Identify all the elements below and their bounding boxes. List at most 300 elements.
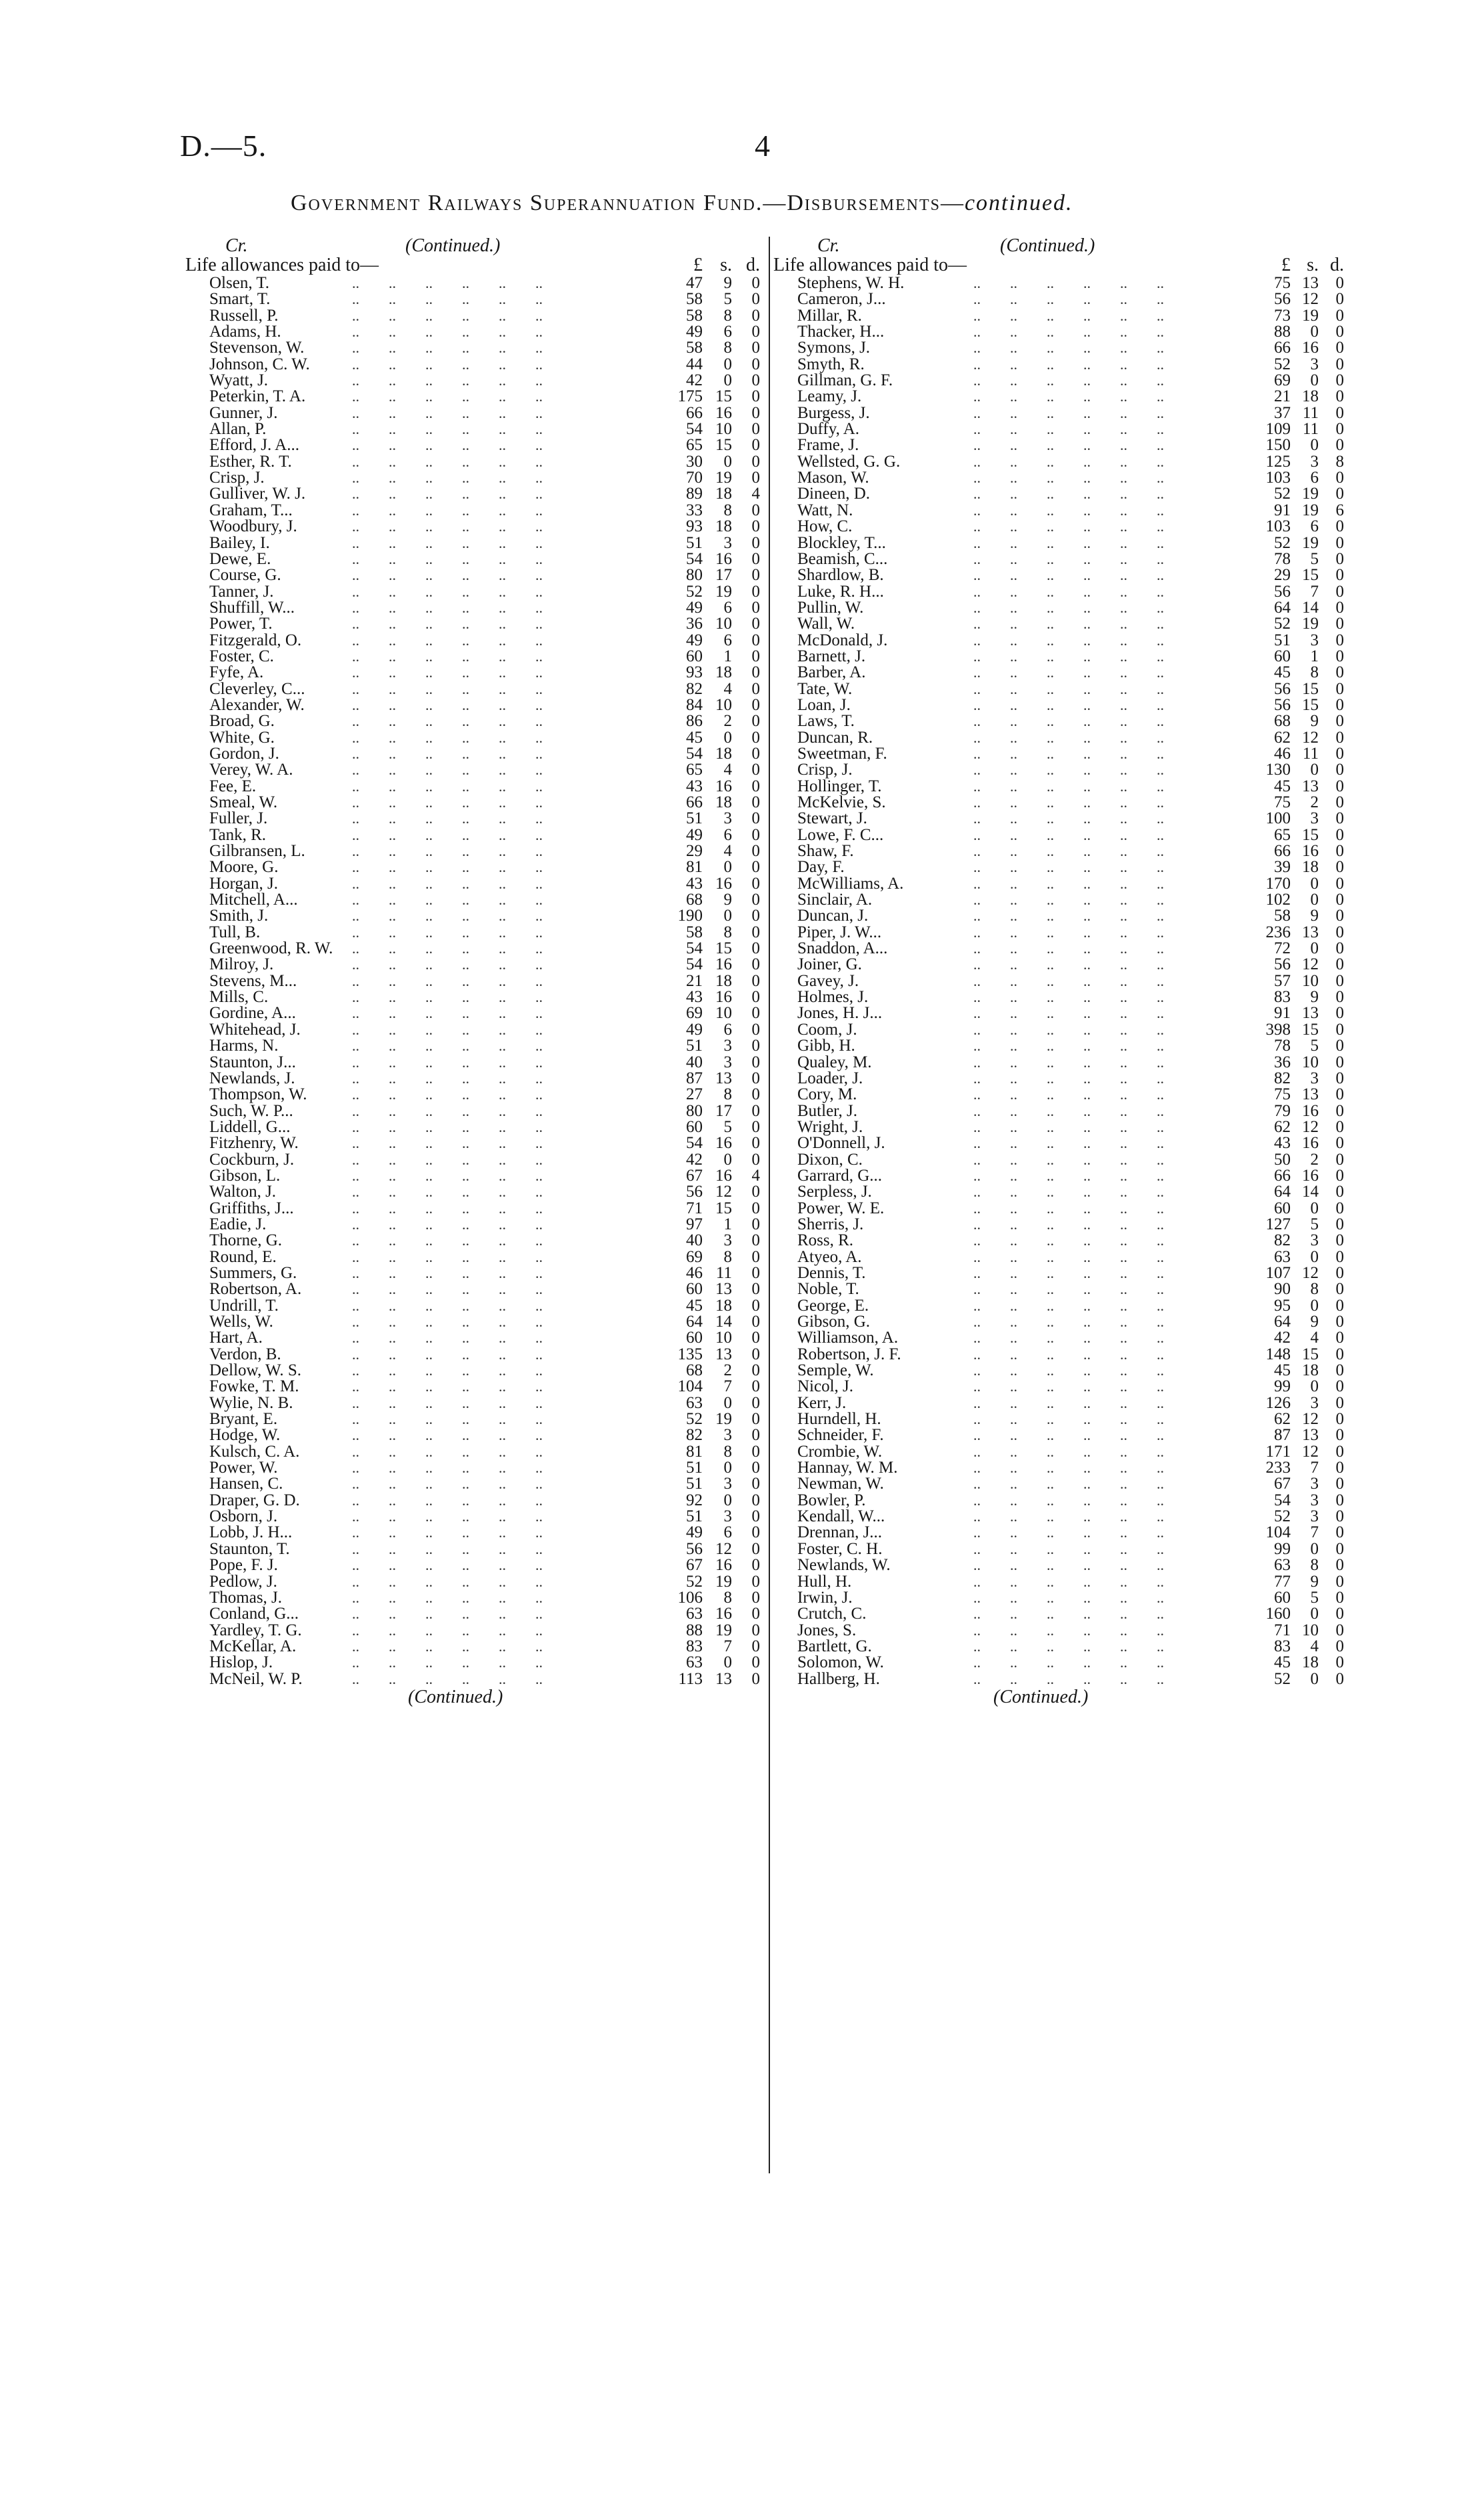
amount-shillings: 2 [723, 1361, 732, 1380]
payee-name: Crombie, W. [797, 1442, 883, 1461]
table-row [773, 1280, 1344, 1299]
table-row [773, 1085, 1344, 1104]
amount-pence: 0 [1335, 615, 1344, 633]
leader-dots [973, 519, 1253, 535]
amount-pounds: 45 [686, 728, 703, 747]
amount-shillings: 8 [723, 1085, 732, 1104]
amount-pence: 0 [751, 679, 760, 698]
amount-shillings: 0 [723, 1653, 732, 1672]
amount-pence: 0 [751, 1621, 760, 1639]
amount-pence: 0 [1335, 1669, 1344, 1688]
amount-pence: 0 [751, 988, 760, 1007]
amount-pence: 0 [1335, 1037, 1344, 1055]
amount-pence: 0 [751, 1037, 760, 1055]
table-row [773, 1231, 1344, 1250]
table-row [185, 1265, 763, 1281]
payee-name: Hart, A. [209, 1329, 263, 1347]
table-row [773, 1669, 1344, 1688]
leader-dots [973, 357, 1253, 373]
amount-pence: 0 [1335, 306, 1344, 325]
payee-name: Cameron, J... [797, 290, 886, 309]
table-row [773, 1523, 1344, 1542]
amount-pence: 0 [751, 842, 760, 861]
payee-name: Horgan, J. [209, 874, 279, 893]
amount-pence: 0 [1335, 517, 1344, 536]
payee-name: Course, G. [209, 566, 281, 585]
amount-pence: 0 [1335, 1150, 1344, 1169]
payee-name: Hansen, C. [209, 1475, 283, 1493]
leader-dots [352, 1363, 665, 1379]
leader-dots [973, 697, 1253, 713]
table-row [773, 842, 1344, 861]
payee-name: Cockburn, J. [209, 1150, 295, 1169]
amount-pounds: 77 [1274, 1572, 1291, 1591]
table-row [185, 1281, 763, 1297]
amount-pounds: 52 [686, 582, 703, 601]
amount-pence: 0 [751, 598, 760, 617]
table-row [185, 892, 763, 908]
amount-shillings: 0 [723, 728, 732, 747]
payee-name: Hannay, W. M. [797, 1459, 898, 1477]
leader-dots [973, 779, 1253, 795]
leader-dots [352, 373, 665, 389]
amount-shillings: 19 [715, 469, 732, 487]
payee-name: Shardlow, B. [797, 566, 884, 585]
amount-pence: 0 [1335, 955, 1344, 974]
table-row [773, 1653, 1344, 1672]
leader-dots [352, 1606, 665, 1622]
amount-pounds: 51 [1274, 631, 1291, 649]
payee-name: Power, W. E. [797, 1199, 885, 1217]
amount-shillings: 18 [715, 744, 732, 763]
amount-pence: 0 [1335, 1345, 1344, 1363]
amount-pounds: 107 [1265, 1263, 1291, 1282]
amount-shillings: 0 [723, 1150, 732, 1169]
leader-dots [352, 713, 665, 729]
payee-name: Stephens, W. H. [797, 274, 905, 292]
amount-shillings: 6 [723, 598, 732, 617]
amount-pence: 0 [1335, 647, 1344, 665]
continued-label: (Continued.) [1000, 235, 1095, 256]
table-row [773, 777, 1344, 795]
table-row [773, 874, 1344, 893]
amount-pounds: 79 [1274, 1101, 1291, 1120]
payee-name: Luke, R. H... [797, 582, 884, 601]
amount-pence: 0 [1335, 1329, 1344, 1347]
leader-dots [973, 1135, 1253, 1151]
table-row [773, 679, 1344, 698]
amount-pence: 0 [751, 874, 760, 893]
payee-name: Irwin, J. [797, 1588, 853, 1607]
amount-shillings: 3 [723, 1507, 732, 1526]
table-row [185, 1298, 763, 1314]
payee-name: Semple, W. [797, 1361, 874, 1380]
table-row [773, 793, 1344, 811]
table-row [185, 1590, 763, 1606]
amount-shillings: 12 [1302, 728, 1319, 747]
amount-shillings: 0 [1310, 1669, 1319, 1688]
leader-dots [973, 973, 1253, 989]
amount-pence: 0 [1335, 1588, 1344, 1607]
amount-pounds: 45 [1274, 1361, 1291, 1380]
amount-pounds: 66 [1274, 339, 1291, 357]
amount-pounds: 60 [686, 647, 703, 665]
leader-dots [352, 551, 665, 567]
payee-name: Efford, J. A... [209, 436, 299, 455]
amount-pounds: 170 [1265, 874, 1291, 893]
amount-pence: 0 [1335, 1361, 1344, 1380]
amount-pounds: 54 [686, 955, 703, 974]
leader-dots [973, 1460, 1253, 1476]
pence-header: d. [1330, 255, 1344, 275]
leader-dots [973, 989, 1253, 1005]
amount-pence: 0 [751, 452, 760, 471]
payee-name: Stewart, J. [797, 809, 867, 828]
payee-name: Sweetman, F. [797, 744, 887, 763]
payee-name: McWilliams, A. [797, 874, 904, 893]
amount-pence: 0 [1335, 923, 1344, 941]
amount-shillings: 14 [1302, 598, 1319, 617]
amount-pounds: 58 [686, 923, 703, 941]
table-row [185, 1314, 763, 1330]
amount-pounds: 63 [686, 1653, 703, 1672]
leader-dots [352, 1460, 665, 1476]
leader-dots [352, 1298, 665, 1314]
leader-dots [352, 1005, 665, 1021]
table-row [185, 713, 763, 729]
amount-shillings: 13 [1302, 1085, 1319, 1104]
amount-pence: 0 [1335, 1101, 1344, 1120]
amount-pence: 0 [751, 825, 760, 844]
table-row [773, 339, 1344, 357]
amount-pounds: 42 [686, 371, 703, 390]
table-row [773, 1621, 1344, 1639]
table-row [185, 1476, 763, 1492]
payee-name: McKellar, A. [209, 1637, 297, 1655]
amount-pence: 0 [751, 809, 760, 828]
amount-pence: 0 [1335, 1426, 1344, 1445]
amount-pounds: 71 [686, 1199, 703, 1217]
amount-pence: 0 [1335, 1069, 1344, 1087]
table-row [773, 809, 1344, 828]
table-row [773, 1150, 1344, 1169]
amount-pounds: 39 [1274, 858, 1291, 877]
amount-pence: 0 [1335, 1523, 1344, 1542]
shillings-header: s. [720, 255, 732, 275]
payee-name: Wyatt, J. [209, 371, 269, 390]
amount-pence: 0 [751, 1426, 760, 1445]
leader-dots [973, 1639, 1253, 1655]
amount-pounds: 88 [1274, 323, 1291, 341]
amount-pounds: 54 [686, 420, 703, 439]
table-row [185, 925, 763, 941]
amount-pounds: 86 [686, 712, 703, 731]
leader-dots [973, 1022, 1253, 1038]
amount-pounds: 63 [1274, 1556, 1291, 1575]
amount-pounds: 109 [1265, 420, 1291, 439]
amount-shillings: 11 [1302, 744, 1319, 763]
payee-name: Smart, T. [209, 290, 271, 309]
leader-dots [352, 827, 665, 843]
leader-dots [973, 535, 1253, 551]
leader-dots [973, 454, 1253, 470]
continued-footer: (Continued.) [408, 1686, 503, 1707]
amount-pence: 0 [751, 1669, 760, 1688]
leader-dots [973, 1509, 1253, 1525]
leader-dots [973, 1379, 1253, 1395]
leader-dots [352, 1265, 665, 1281]
amount-shillings: 16 [715, 1605, 732, 1623]
leader-dots [352, 1217, 665, 1233]
amount-shillings: 10 [1302, 1621, 1319, 1639]
title-suffix: continued. [964, 191, 1073, 215]
table-row [185, 1460, 763, 1476]
amount-shillings: 15 [1302, 1345, 1319, 1363]
payee-name: Milroy, J. [209, 955, 274, 974]
payee-name: Pedlow, J. [209, 1572, 277, 1591]
amount-shillings: 17 [715, 1101, 732, 1120]
payee-name: Kulsch, C. A. [209, 1442, 300, 1461]
amount-pence: 0 [1335, 761, 1344, 779]
payee-name: Pullin, W. [797, 598, 864, 617]
amount-pounds: 27 [686, 1085, 703, 1104]
leader-dots [973, 1590, 1253, 1606]
amount-pence: 0 [751, 858, 760, 877]
amount-pounds: 58 [1274, 907, 1291, 925]
amount-pounds: 52 [686, 1572, 703, 1591]
amount-shillings: 9 [1310, 1313, 1319, 1331]
table-row [185, 1363, 763, 1379]
payee-name: Mills, C. [209, 988, 269, 1007]
amount-pounds: 92 [686, 1491, 703, 1509]
amount-shillings: 11 [715, 1263, 732, 1282]
amount-shillings: 9 [723, 274, 732, 292]
amount-pence: 0 [751, 744, 760, 763]
table-row [185, 908, 763, 924]
amount-pence: 0 [751, 1442, 760, 1461]
amount-shillings: 0 [723, 907, 732, 925]
table-row [185, 1201, 763, 1217]
pence-header: d. [746, 255, 760, 275]
leader-dots [352, 616, 665, 632]
table-row [185, 1444, 763, 1460]
payee-name: Moore, G. [209, 858, 279, 877]
amount-pence: 0 [751, 647, 760, 665]
amount-pence: 0 [751, 469, 760, 487]
amount-pounds: 104 [677, 1377, 703, 1396]
payee-name: Pope, F. J. [209, 1556, 278, 1575]
table-row [773, 1426, 1344, 1445]
amount-pounds: 64 [1274, 1313, 1291, 1331]
amount-pounds: 56 [1274, 582, 1291, 601]
amount-pence: 0 [751, 1345, 760, 1363]
amount-pence: 0 [751, 290, 760, 309]
table-row [185, 843, 763, 859]
payee-name: Fitzgerald, O. [209, 631, 302, 649]
amount-pence: 4 [751, 485, 760, 503]
leader-dots [973, 551, 1253, 567]
amount-pence: 0 [1335, 874, 1344, 893]
table-row [185, 1557, 763, 1573]
amount-shillings: 6 [1310, 469, 1319, 487]
table-row [185, 1347, 763, 1363]
amount-pence: 0 [751, 420, 760, 439]
table-row [773, 1247, 1344, 1266]
table-row [773, 1491, 1344, 1509]
amount-pounds: 21 [686, 971, 703, 990]
amount-shillings: 0 [1310, 891, 1319, 909]
table-row [773, 1183, 1344, 1201]
payee-name: Sherris, J. [797, 1215, 864, 1233]
table-row [773, 891, 1344, 909]
amount-pounds: 65 [1274, 825, 1291, 844]
amount-shillings: 0 [723, 1393, 732, 1412]
table-row [185, 486, 763, 502]
amount-pence: 0 [1335, 1653, 1344, 1672]
leader-dots [352, 1249, 665, 1265]
amount-pence: 0 [751, 549, 760, 568]
table-row [185, 454, 763, 470]
table-row [773, 955, 1344, 974]
table-row [185, 681, 763, 697]
leader-dots [973, 811, 1253, 827]
document-reference: D.—5. [180, 129, 267, 163]
amount-pence: 0 [1335, 695, 1344, 714]
amount-pounds: 82 [686, 679, 703, 698]
amount-pounds: 49 [686, 631, 703, 649]
amount-shillings: 12 [715, 1539, 732, 1558]
payee-name: Wells, W. [209, 1313, 273, 1331]
table-row [773, 485, 1344, 503]
amount-pounds: 100 [1265, 809, 1291, 828]
page-title [291, 191, 1073, 216]
payee-name: Wright, J. [797, 1117, 863, 1136]
amount-pence: 0 [1335, 1637, 1344, 1655]
amount-shillings: 13 [1302, 1004, 1319, 1023]
leader-dots [973, 1411, 1253, 1427]
amount-shillings: 16 [715, 988, 732, 1007]
table-row [185, 1606, 763, 1622]
table-row [773, 744, 1344, 763]
amount-shillings: 3 [1310, 1231, 1319, 1250]
table-row [773, 1637, 1344, 1655]
leader-dots [973, 1055, 1253, 1071]
table-row [773, 403, 1344, 422]
table-row [185, 1184, 763, 1200]
leader-dots [352, 1427, 665, 1443]
amount-pence: 0 [751, 1117, 760, 1136]
amount-pence: 0 [751, 1475, 760, 1493]
payee-name: Gulliver, W. J. [209, 485, 306, 503]
table-row [185, 600, 763, 616]
amount-pounds: 56 [1274, 290, 1291, 309]
amount-pence: 0 [1335, 1020, 1344, 1039]
amount-pounds: 60 [1274, 1199, 1291, 1217]
table-row [185, 535, 763, 551]
leader-dots [973, 567, 1253, 583]
table-row [185, 1168, 763, 1184]
amount-shillings: 10 [715, 420, 732, 439]
amount-pence: 0 [751, 323, 760, 341]
amount-pounds: 75 [1274, 1085, 1291, 1104]
amount-pounds: 67 [1274, 1475, 1291, 1493]
payee-name: Draper, G. D. [209, 1491, 300, 1509]
leader-dots [352, 762, 665, 778]
amount-pence: 0 [751, 436, 760, 455]
table-row [185, 989, 763, 1005]
table-row [773, 647, 1344, 665]
amount-shillings: 16 [715, 874, 732, 893]
table-row [773, 695, 1344, 714]
amount-shillings: 3 [723, 809, 732, 828]
leader-dots [352, 730, 665, 746]
leader-dots [352, 535, 665, 551]
amount-shillings: 10 [1302, 1053, 1319, 1071]
amount-pounds: 42 [686, 1150, 703, 1169]
amount-shillings: 0 [723, 371, 732, 390]
amount-pounds: 135 [677, 1345, 703, 1363]
amount-pence: 0 [751, 1296, 760, 1315]
amount-pence: 0 [1335, 1556, 1344, 1575]
amount-pence: 0 [1335, 971, 1344, 990]
amount-shillings: 3 [723, 1475, 732, 1493]
payee-name: Coom, J. [797, 1020, 857, 1039]
payee-name: Duncan, R. [797, 728, 873, 747]
amount-pounds: 54 [1274, 1491, 1291, 1509]
payee-name: Liddell, G... [209, 1117, 291, 1136]
amount-pounds: 102 [1265, 891, 1291, 909]
amount-shillings: 6 [723, 825, 732, 844]
amount-pounds: 90 [1274, 1280, 1291, 1299]
payee-name: Foster, C. [209, 647, 274, 665]
amount-shillings: 10 [715, 615, 732, 633]
amount-shillings: 6 [723, 1523, 732, 1542]
payee-name: Kendall, W... [797, 1507, 885, 1526]
amount-pounds: 62 [1274, 1117, 1291, 1136]
leader-dots [352, 1233, 665, 1249]
payee-name: Hull, H. [797, 1572, 852, 1591]
table-row [185, 941, 763, 957]
amount-pence: 0 [1335, 679, 1344, 698]
leader-dots [973, 1265, 1253, 1281]
payee-name: Such, W. P... [209, 1101, 293, 1120]
table-row [773, 1263, 1344, 1282]
payee-name: Thacker, H... [797, 323, 885, 341]
amount-pounds: 91 [1274, 1004, 1291, 1023]
amount-pence: 0 [751, 1247, 760, 1266]
payee-name: George, E. [797, 1296, 869, 1315]
amount-shillings: 9 [1310, 988, 1319, 1007]
amount-pounds: 175 [677, 387, 703, 406]
amount-pence: 0 [751, 923, 760, 941]
payee-name: Adams, H. [209, 323, 281, 341]
amount-pence: 0 [1335, 1166, 1344, 1185]
amount-pence: 0 [1335, 339, 1344, 357]
table-row [773, 598, 1344, 617]
amount-shillings: 6 [723, 323, 732, 341]
leader-dots [973, 1363, 1253, 1379]
leader-dots [352, 892, 665, 908]
table-row [185, 437, 763, 453]
payee-name: O'Donnell, J. [797, 1134, 885, 1153]
leader-dots [973, 1557, 1253, 1573]
amount-pounds: 62 [1274, 728, 1291, 747]
amount-pounds: 65 [686, 436, 703, 455]
payee-name: Mason, W. [797, 469, 869, 487]
table-row [185, 1152, 763, 1168]
amount-shillings: 3 [1310, 1393, 1319, 1412]
amount-pounds: 40 [686, 1053, 703, 1071]
